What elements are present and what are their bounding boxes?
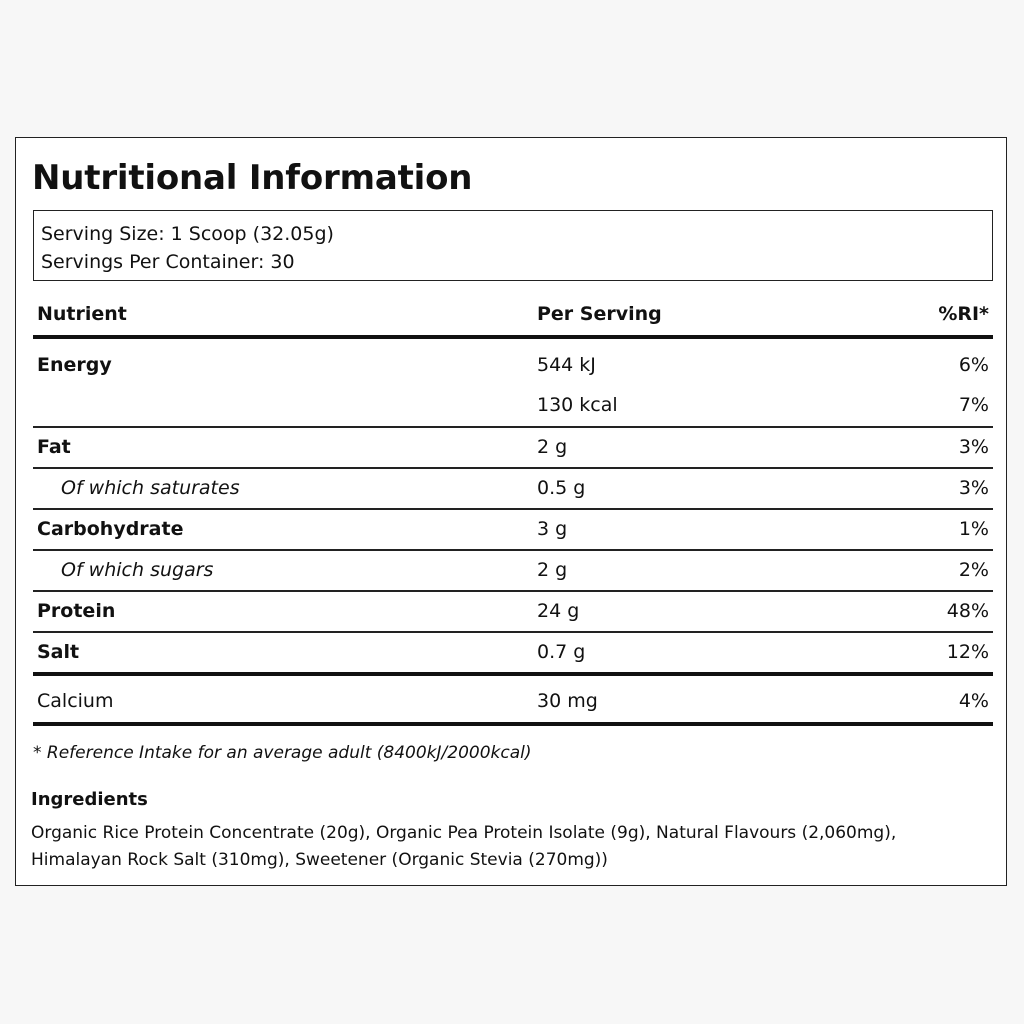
table-row <box>33 633 993 676</box>
table-header-row <box>33 294 993 339</box>
nutrient-value: 544 kJ <box>537 354 596 376</box>
nutrient-ri: 12% <box>946 641 989 663</box>
nutrient-ri: 48% <box>946 600 989 622</box>
nutrient-ri: 3% <box>958 477 989 499</box>
table-row <box>33 385 993 428</box>
serving-info-box <box>33 210 993 281</box>
table-row <box>33 551 993 592</box>
nutrient-value: 24 g <box>537 600 580 622</box>
nutrient-ri: 1% <box>958 518 989 540</box>
page-title: Nutritional Information <box>32 158 473 198</box>
nutrient-name: Of which saturates <box>61 477 240 499</box>
nutrient-name: Of which sugars <box>61 559 214 581</box>
nutrient-name: Salt <box>37 641 80 663</box>
ingredients-text: Organic Rice Protein Concentrate (20g), Organic Pea Protein Isolate (9g), Natural Flavours (2,060mg), Himalayan Rock Salt (310mg), Sweetener (Organic Stevia (270mg)) <box>31 823 897 870</box>
serving-size: Serving Size: 1 Scoop (32.05g) <box>41 223 334 245</box>
nutrient-ri: 7% <box>958 394 989 416</box>
nutrient-name: Calcium <box>37 690 114 712</box>
reference-intake-footnote: * Reference Intake for an average adult (8400kJ/2000kcal) <box>33 743 532 763</box>
nutrient-name: Fat <box>37 436 71 458</box>
table-row <box>33 469 993 510</box>
table-row <box>33 510 993 551</box>
nutrition-panel <box>15 137 1007 886</box>
nutrient-value: 2 g <box>537 559 568 581</box>
nutrient-ri: 4% <box>958 690 989 712</box>
nutrient-ri: 3% <box>958 436 989 458</box>
nutrient-value: 130 kcal <box>537 394 618 416</box>
servings-per-container: Servings Per Container: 30 <box>41 251 295 273</box>
nutrient-ri: 6% <box>958 354 989 376</box>
nutrient-name: Protein <box>37 600 116 622</box>
nutrient-value: 0.7 g <box>537 641 586 663</box>
nutrient-name: Carbohydrate <box>37 518 184 540</box>
nutrient-value: 2 g <box>537 436 568 458</box>
nutrient-value: 30 mg <box>537 690 598 712</box>
table-row <box>33 339 993 385</box>
header-per-serving: Per Serving <box>537 303 662 325</box>
table-row <box>33 592 993 633</box>
nutrient-value: 3 g <box>537 518 568 540</box>
header-nutrient: Nutrient <box>37 303 127 325</box>
nutrition-table <box>33 294 993 726</box>
nutrient-name: Energy <box>37 354 112 376</box>
table-row <box>33 428 993 469</box>
table-row <box>33 676 993 726</box>
ingredients-heading: Ingredients <box>31 789 148 810</box>
nutrient-value: 0.5 g <box>537 477 586 499</box>
header-ri: %RI* <box>938 303 989 325</box>
nutrient-ri: 2% <box>958 559 989 581</box>
